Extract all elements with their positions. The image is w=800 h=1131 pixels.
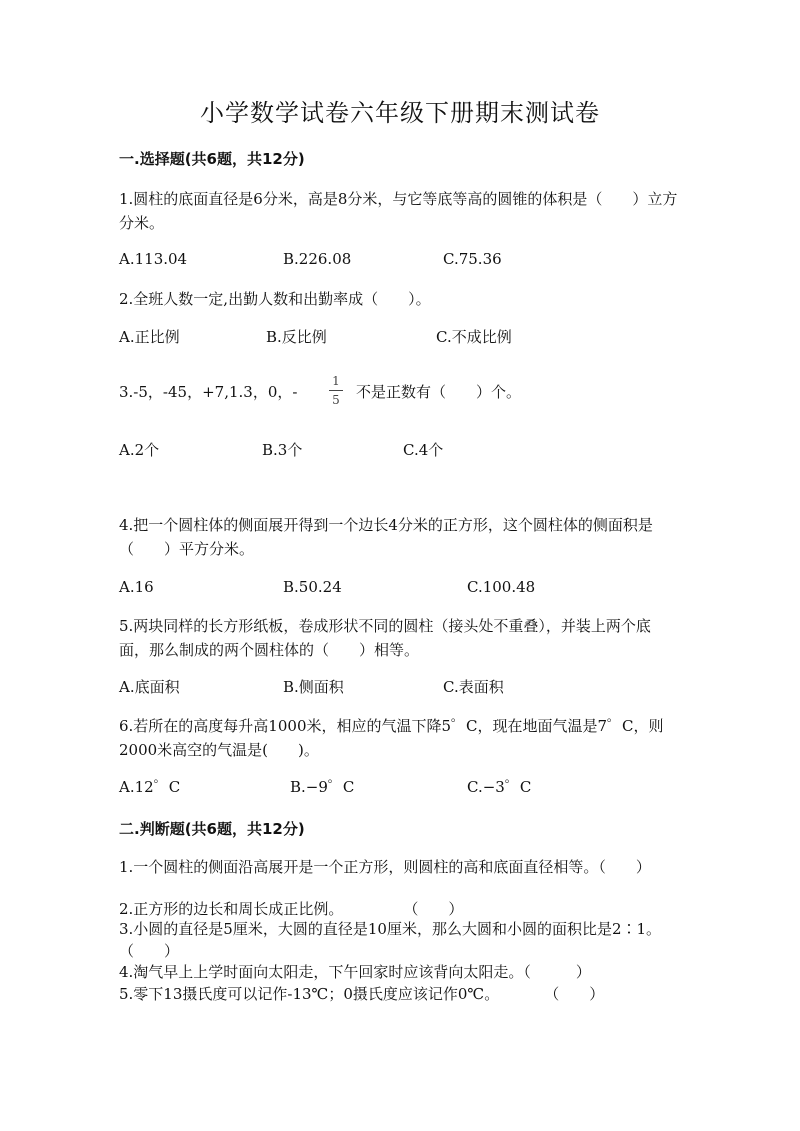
question-4-stem: 4.把一个圆柱体的侧面展开得到一个边长4分米的正方形，这个圆柱体的侧面积是（ ）平方分米。	[119, 516, 653, 558]
question-1-option-c: C.75.36	[443, 250, 502, 268]
question-3-option-b: B.3个	[262, 441, 303, 459]
question-2-option-b: B.反比例	[266, 328, 327, 346]
question-3-stem-start: 3.-5，-45，+7,1.3，0，-	[119, 383, 298, 401]
judge-item-5: 5.零下13摄氏度可以记作-13℃；0摄氏度应该记作0℃。 （ ）	[119, 985, 605, 1003]
question-5-option-a: A.底面积	[119, 678, 180, 696]
question-6-stem: 6.若所在的高度每升高1000米，相应的气温下降5゜C，现在地面气温是7゜C，则2000米高空的气温是( )。	[119, 717, 664, 759]
question-4-option-b: B.50.24	[283, 578, 342, 596]
question-2-option-c: C.不成比例	[436, 328, 512, 346]
question-5-stem: 5.两块同样的长方形纸板，卷成形状不同的圆柱（接头处不重叠），并装上两个底面，那么制成的两个圆柱体的（ ）相等。	[119, 617, 651, 659]
fraction-numerator: 1	[332, 374, 340, 388]
fraction-bar	[329, 390, 343, 391]
question-6-option-b: B.−9゜C	[290, 778, 355, 796]
question-2-option-a: A.正比例	[119, 328, 180, 346]
section-heading-judge: 二.判断题(共6题，共12分)	[119, 820, 305, 838]
question-3-fraction	[329, 374, 343, 407]
question-1-stem: 1.圆柱的底面直径是6分米，高是8分米，与它等底等高的圆锥的体积是（ ）立方分米。	[119, 190, 678, 232]
question-1-option-b: B.226.08	[283, 250, 352, 268]
question-5-option-c: C.表面积	[443, 678, 504, 696]
judge-item-2: 2.正方形的边长和周长成正比例。 （ ）	[119, 900, 464, 918]
question-6-option-c: C.−3゜C	[467, 778, 532, 796]
question-3-option-c: C.4个	[403, 441, 444, 459]
judge-item-3: 3.小圆的直径是5厘米，大圆的直径是10厘米，那么大圆和小圆的面积比是2∶1。 （ ）	[119, 920, 684, 960]
judge-item-1: 1.一个圆柱的侧面沿高展开是一个正方形，则圆柱的高和底面直径相等。（ ）	[119, 858, 651, 876]
question-5-option-b: B.侧面积	[283, 678, 344, 696]
question-4-option-c: C.100.48	[467, 578, 536, 596]
section-heading-choice: 一.选择题(共6题，共12分)	[119, 150, 305, 168]
question-1-option-a: A.113.04	[119, 250, 188, 268]
judge-item-4: 4.淘气早上上学时面向太阳走，下午回家时应该背向太阳走。（ ）	[119, 963, 591, 981]
fraction-denominator: 5	[332, 393, 340, 407]
question-4-option-a: A.16	[119, 578, 154, 596]
question-3-stem-end: 不是正数有（ ）个。	[356, 383, 522, 401]
question-6-option-a: A.12゜C	[119, 778, 181, 796]
page-title: 小学数学试卷六年级下册期末测试卷	[200, 99, 600, 127]
question-3-option-a: A.2个	[119, 441, 160, 459]
question-2-stem: 2.全班人数一定,出勤人数和出勤率成（ ）。	[119, 290, 431, 308]
